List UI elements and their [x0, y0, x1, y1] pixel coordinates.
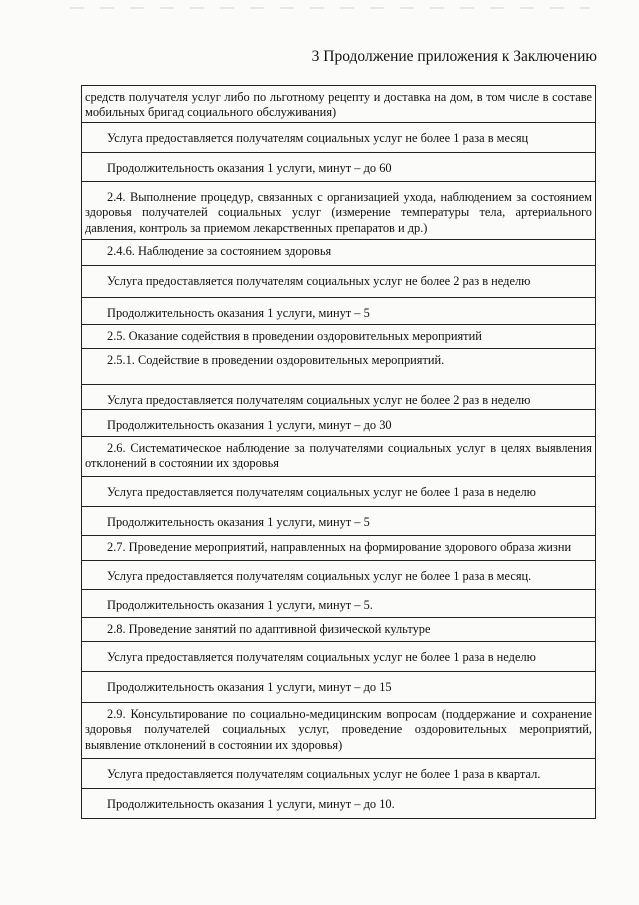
row-text: Продолжительность оказания 1 услуги, минут – до 60 [107, 161, 392, 175]
row-text: 2.9. Консультирование по социально-медицинским вопросам (поддержание и сохранение здоровья получателей социальных услуг, проведение оздоровительных мероприятий, выявление отклонений в состоянии их здоровья) [85, 707, 592, 752]
table-row [82, 239, 595, 265]
row-text: 2.5.1. Содействие в проведении оздоровительных мероприятий. [107, 353, 445, 367]
row-text: Продолжительность оказания 1 услуги, минут – 5. [107, 598, 373, 612]
row-text: Услуга предоставляется получателям социальных услуг не более 1 раза в неделю [107, 650, 536, 664]
table-row [82, 617, 595, 641]
table-row [82, 671, 595, 702]
scan-artifact [70, 7, 590, 9]
table-row [82, 265, 595, 297]
table-row [82, 297, 595, 324]
table-row [82, 181, 595, 239]
row-text: 2.7. Проведение мероприятий, направленных на формирование здорового образа жизни [107, 540, 572, 554]
row-text: Услуга предоставляется получателям социальных услуг не более 2 раз в неделю [107, 274, 531, 288]
row-text: 2.6. Систематическое наблюдение за получателями социальных услуг в целях выявления отклонений в состоянии их здоровья [85, 441, 592, 471]
row-text: Продолжительность оказания 1 услуги, минут – 5 [107, 515, 370, 529]
row-text: 2.4. Выполнение процедур, связанных с организацией ухода, наблюдением за состоянием здоровья получателей социальных услуг (измерение температуры тела, артериального давления, контроль за приемом лекарственных препаратов и др.) [85, 190, 592, 235]
table-row [82, 86, 595, 122]
row-text: Продолжительность оказания 1 услуги, минут – до 10. [107, 797, 395, 811]
row-text: Услуга предоставляется получателям социальных услуг не более 1 раза в квартал. [107, 767, 541, 781]
table-row [82, 348, 595, 384]
row-text: средств получателя услуг либо по льготному рецепту и доставка на дом, в том числе в составе мобильных бригад социального обслуживания) [85, 90, 592, 120]
table-row [82, 409, 595, 436]
table-row [82, 758, 595, 788]
table-row [82, 788, 595, 818]
table-row [82, 560, 595, 589]
table-row [82, 535, 595, 560]
table-row [82, 476, 595, 506]
table-row [82, 324, 595, 348]
row-text: 2.8. Проведение занятий по адаптивной физической культуре [107, 622, 431, 636]
row-text: Услуга предоставляется получателям социальных услуг не более 1 раза в месяц. [107, 569, 532, 583]
table-row [82, 436, 595, 476]
page-header: 3 Продолжение приложения к Заключению [311, 48, 597, 65]
table-row [82, 589, 595, 617]
table-row [82, 152, 595, 181]
services-table [81, 85, 596, 819]
table-row [82, 641, 595, 671]
row-text: Услуга предоставляется получателям социальных услуг не более 2 раз в неделю [107, 393, 531, 407]
row-text: Услуга предоставляется получателям социальных услуг не более 1 раза в месяц [107, 131, 529, 145]
table-row [82, 702, 595, 758]
table-row [82, 506, 595, 535]
table-row [82, 122, 595, 152]
row-text: Продолжительность оказания 1 услуги, минут – до 30 [107, 418, 392, 432]
row-text: 2.4.6. Наблюдение за состоянием здоровья [107, 244, 332, 258]
row-text: Услуга предоставляется получателям социальных услуг не более 1 раза в неделю [107, 485, 536, 499]
row-text: Продолжительность оказания 1 услуги, минут – 5 [107, 306, 370, 320]
table-row [82, 384, 595, 409]
row-text: 2.5. Оказание содействия в проведении оздоровительных мероприятий [107, 329, 482, 343]
row-text: Продолжительность оказания 1 услуги, минут – до 15 [107, 680, 392, 694]
